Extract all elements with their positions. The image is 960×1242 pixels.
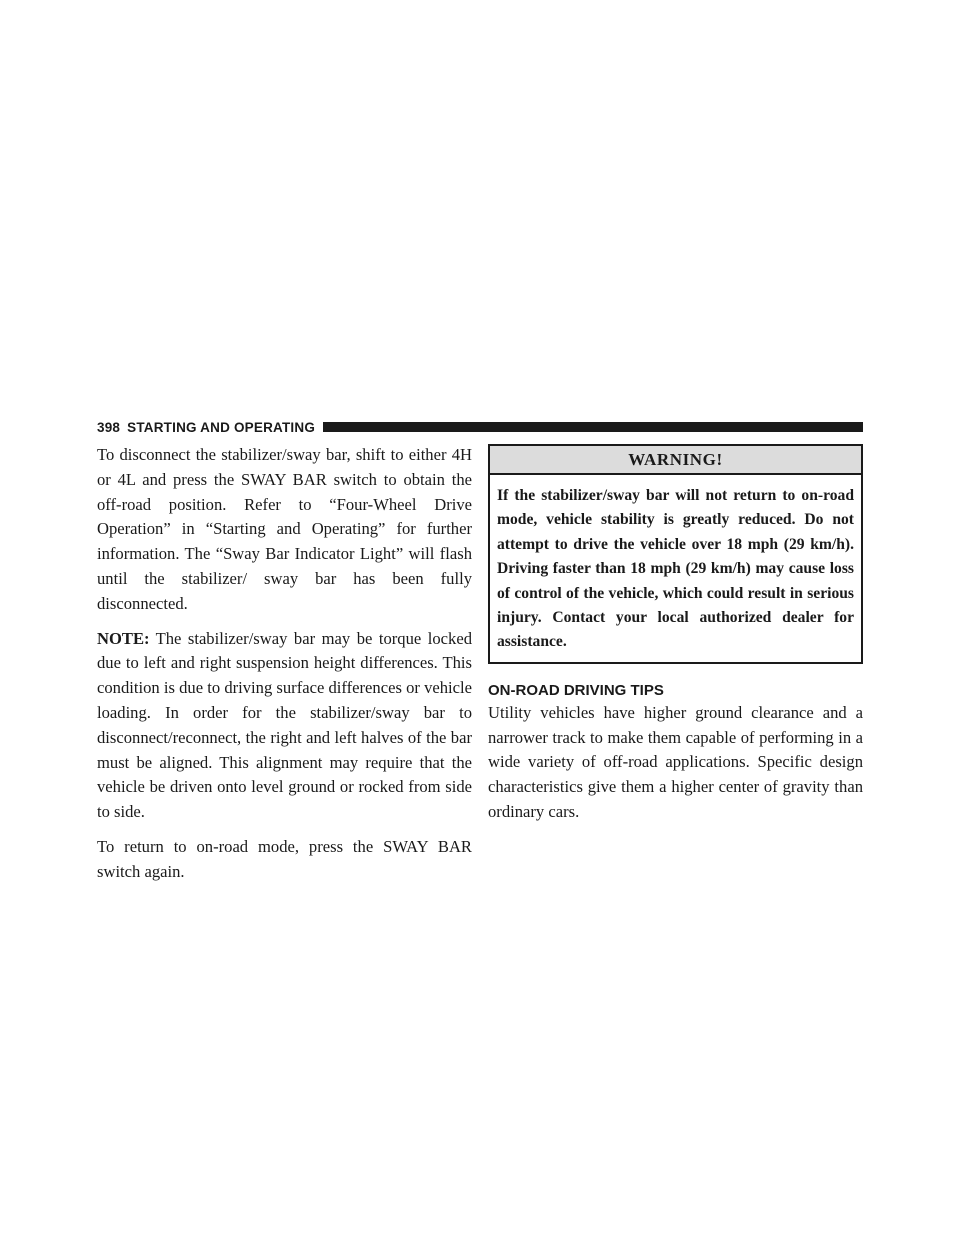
note-label: NOTE: bbox=[97, 628, 150, 648]
note-text: The stabilizer/sway bar may be torque locked due to left and right suspension height differences. This condition is due to driving surface differences or vehicle loading. In order for the stabilizer/sway bar to disconnect/reconnect, the right and left halves of the bar must be aligned. This alignment may require that the vehicle be driven onto level ground or rocked from side to side. bbox=[97, 628, 472, 822]
note-paragraph bbox=[97, 627, 472, 825]
section-title: STARTING AND OPERATING bbox=[127, 419, 316, 435]
page-header bbox=[97, 418, 863, 436]
return-paragraph: To return to on-road mode, press the SWAY BAR switch again. bbox=[97, 836, 472, 881]
left-column bbox=[97, 443, 472, 895]
on-road-paragraph: Utility vehicles have higher ground clearance and a narrower track to make them capable of performing in a wide variety of off-road applications. Specific design characteristics give them a higher center of gravity than ordinary cars. bbox=[488, 702, 863, 822]
page-number: 398 bbox=[97, 419, 121, 435]
warning-text: If the stabilizer/sway bar will not return to on-road mode, vehicle stability is greatly reduced. Do not attempt to drive the vehicle over 18 mph (29 km/h). Driving faster than 18 mph (29 km/h) may cause loss of control of the vehicle, which could result in serious injury. Contact your local authorized dealer for assistance. bbox=[497, 487, 854, 651]
header-rule bbox=[323, 422, 863, 432]
on-road-heading: ON-ROAD DRIVING TIPS bbox=[488, 681, 664, 699]
warning-title: WARNING! bbox=[490, 446, 861, 475]
disconnect-paragraph: To disconnect the stabilizer/sway bar, shift to either 4H or 4L and press the SWAY BAR switch to obtain the off-road position. Refer to “Four-Wheel Drive Operation” in “Starting and Operating” for further information. The “Sway Bar Indicator Light” will flash until the stabilizer/ sway bar has been fully disconnected. bbox=[97, 445, 472, 613]
right-column bbox=[488, 444, 863, 825]
warning-box bbox=[488, 444, 863, 664]
